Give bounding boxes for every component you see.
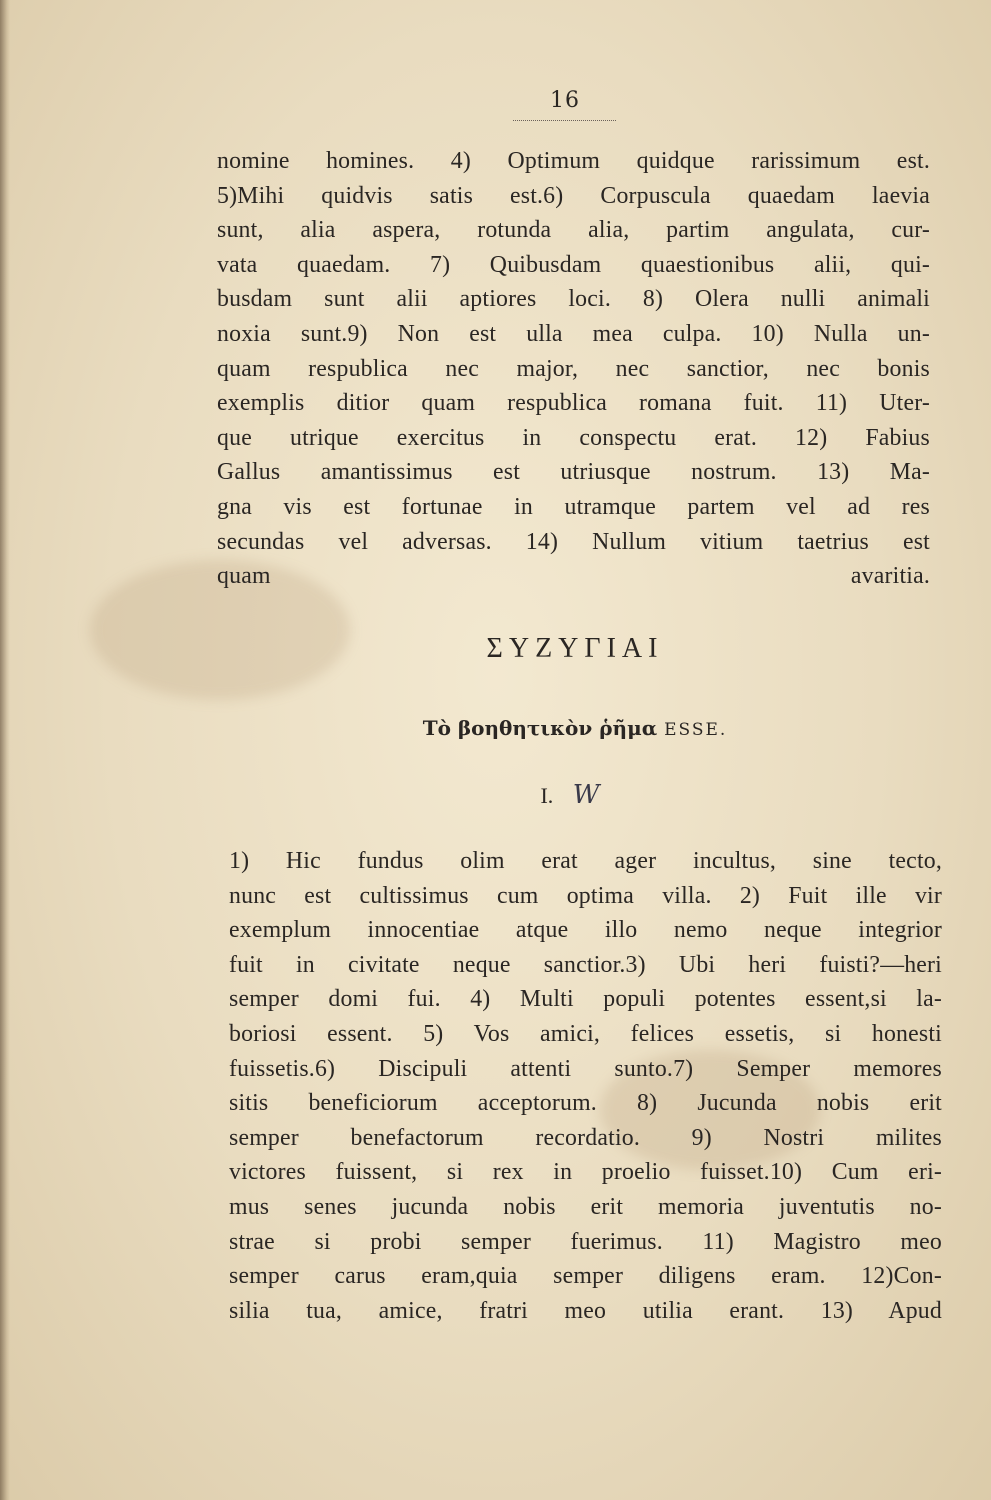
text-line: semper benefactorum recordatio. 9) Nostri milites — [229, 1124, 942, 1151]
text-line: 5)Mihi quidvis satis est.6) Corpuscula quaedam laevia — [217, 182, 930, 209]
text-line: quam avaritia. — [217, 563, 930, 590]
page-number: 16 — [550, 88, 580, 113]
paragraph-exercises — [229, 844, 942, 1328]
page-number-rule — [513, 120, 616, 121]
handwritten-mark: W — [572, 780, 600, 810]
section-number-label: I. — [540, 783, 554, 808]
text-line: que utrique exercitus in conspectu erat. 12) Fabius — [217, 424, 930, 451]
text-line: mus senes jucunda nobis erit memoria juventutis no- — [229, 1193, 942, 1220]
text-line: gna vis est fortunae in utramque partem vel ad res — [217, 493, 930, 520]
text-line: boriosi essent. 5) Vos amici, felices essetis, si honesti — [229, 1020, 942, 1047]
text-line: quam respublica nec major, nec sanctior, nec bonis — [217, 355, 930, 382]
text-line: exemplum innocentiae atque illo nemo neque integrior — [229, 917, 942, 944]
page-edge-shadow — [0, 0, 10, 1500]
subheading-greek: Τὸ βοηθητικὸν ῥῆμα — [422, 716, 658, 740]
text-line: victores fuissent, si rex in proelio fuisset.10) Cum eri- — [229, 1159, 942, 1186]
text-line: fuit in civitate neque sanctior.3) Ubi heri fuisti?—heri — [229, 951, 942, 978]
section-subheading — [0, 716, 991, 740]
text-line: sitis beneficiorum acceptorum. 8) Jucunda nobis erit — [229, 1090, 942, 1117]
text-line: noxia sunt.9) Non est ulla mea culpa. 10) Nulla un- — [217, 320, 930, 347]
text-line: sunt, alia aspera, rotunda alia, partim angulata, cur- — [217, 217, 930, 244]
text-line: nunc est cultissimus cum optima villa. 2) Fuit ille vir — [229, 882, 942, 909]
subheading-latin: ESSE. — [664, 720, 728, 740]
text-line: fuissetis.6) Discipuli attenti sunto.7) Semper memores — [229, 1055, 942, 1082]
text-line: secundas vel adversas. 14) Nullum vitium taetrius est — [217, 528, 930, 555]
text-line: exemplis ditior quam respublica romana fuit. 11) Uter- — [217, 390, 930, 417]
text-line: Gallus amantissimus est utriusque nostrum. 13) Ma- — [217, 459, 930, 486]
section-heading: ΣΥΖΥΓΙΑΙ — [486, 633, 664, 664]
text-line: strae si probi semper fuerimus. 11) Magistro meo — [229, 1228, 942, 1255]
text-line: semper carus eram,quia semper diligens eram. 12)Con- — [229, 1263, 942, 1290]
text-line: nomine homines. 4) Optimum quidque rarissimum est. — [217, 148, 930, 174]
paragraph-top — [217, 144, 930, 594]
text-line: 1) Hic fundus olim erat ager incultus, sine tecto, — [229, 848, 942, 874]
text-line: silia tua, amice, fratri meo utilia erant. 13) Apud — [229, 1297, 942, 1324]
text-line: busdam sunt alii aptiores loci. 8) Olera nulli animali — [217, 286, 930, 313]
section-number — [0, 780, 991, 810]
text-line: semper domi fui. 4) Multi populi potentes essent,si la- — [229, 986, 942, 1013]
text-line: vata quaedam. 7) Quibusdam quaestionibus alii, qui- — [217, 251, 930, 278]
